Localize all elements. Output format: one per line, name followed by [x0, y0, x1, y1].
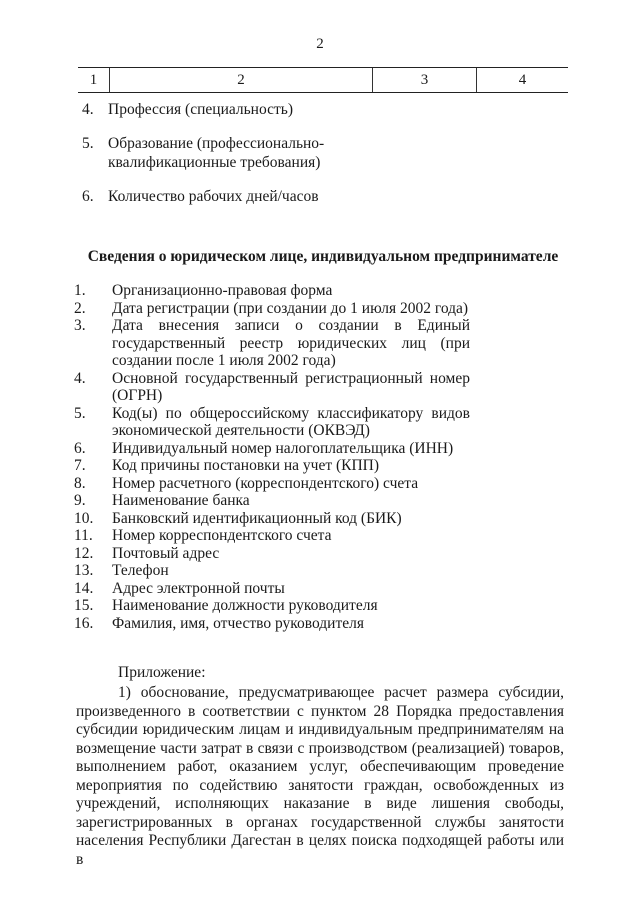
legal-item — [74, 527, 470, 545]
profession-list — [82, 100, 562, 221]
item-text: Основной государственный регистрационный номер (ОГРН) — [112, 369, 470, 404]
item-number: 10. — [74, 509, 94, 527]
item-text: Код причины постановки на учет (КПП) — [112, 457, 380, 474]
header-cell-2: 2 — [110, 68, 373, 93]
legal-item — [74, 562, 470, 580]
item-number: 6. — [82, 188, 94, 205]
item-text: Организационно-правовая форма — [112, 282, 333, 299]
item-text: Номер расчетного (корреспондентского) счета — [112, 474, 419, 492]
item-number: 3. — [74, 317, 86, 334]
item-text: Банковский идентификационный код (БИК) — [112, 509, 402, 527]
item-text: Дата регистрации (при создании до 1 июля 2002 года) — [112, 299, 469, 317]
item-text: Фамилия, имя, отчество руководителя — [112, 614, 364, 632]
item-number: 14. — [74, 579, 94, 597]
profession-item — [82, 100, 562, 119]
item-text: Количество рабочих дней/часов — [108, 188, 319, 205]
appendix-paragraph: 1) обоснование, предусматривающее расчет размера субсидии, произведенного в соответствии с пунктом 28 Порядка предоставления субсидии юридическим лицам и индивидуальным предпринимателям на возмещение части затрат в связи с производством (реализацией) товаров, выполнением работ, оказанием услуг, обеспечивающим проведение мероприятия по содействию занятости граждан, освобожденных из учреждений, исполняющих наказание в виде лишения свободы, зарегистрированных в органах государственной службы занятости населения Республики Дагестан в целях поиска подходящей работы или в — [76, 684, 564, 868]
item-number: 2. — [74, 299, 86, 317]
header-table-row — [78, 68, 568, 93]
legal-item — [74, 597, 470, 615]
item-number: 13. — [74, 562, 94, 579]
item-number: 6. — [74, 439, 86, 457]
page-number: 2 — [316, 36, 324, 52]
legal-item — [74, 405, 470, 440]
legal-item — [74, 440, 470, 458]
legal-item — [74, 282, 470, 300]
item-text: Профессия (специальность) — [108, 101, 294, 118]
profession-item — [82, 134, 562, 172]
header-cell-1: 1 — [78, 68, 110, 93]
item-number: 8. — [74, 474, 86, 492]
legal-item — [74, 317, 470, 370]
legal-item — [74, 615, 470, 633]
item-number: 16. — [74, 614, 94, 632]
legal-item — [74, 475, 470, 493]
item-number: 15. — [74, 597, 94, 614]
header-cell-4: 4 — [477, 68, 569, 93]
item-number: 4. — [82, 101, 94, 118]
item-text: Код(ы) по общероссийскому классификатору видов экономической деятельности (ОКВЭД) — [112, 404, 470, 439]
legal-item — [74, 580, 470, 598]
legal-item — [74, 510, 470, 528]
item-number: 12. — [74, 544, 94, 562]
legal-entity-list — [74, 282, 470, 632]
item-text: Образование (профессионально-квалификационные требования) — [108, 135, 325, 171]
item-number: 1. — [74, 282, 86, 299]
item-number: 4. — [74, 369, 86, 387]
item-text: Индивидуальный номер налогоплательщика (ИНН) — [112, 439, 454, 457]
appendix-title: Приложение: — [118, 664, 206, 681]
legal-item — [74, 492, 470, 510]
section-title: Сведения о юридическом лице, индивидуальном предпринимателе — [87, 248, 559, 265]
header-table — [78, 67, 568, 93]
legal-item — [74, 370, 470, 405]
header-cell-3: 3 — [373, 68, 477, 93]
item-number: 5. — [74, 404, 86, 422]
legal-item — [74, 545, 470, 563]
item-text: Адрес электронной почты — [112, 579, 285, 597]
item-number: 11. — [74, 527, 93, 544]
legal-item — [74, 457, 470, 475]
profession-item — [82, 187, 562, 206]
item-number: 9. — [74, 492, 86, 509]
item-text: Телефон — [112, 562, 169, 579]
item-text: Дата внесения записи о создании в Единый государственный реестр юридических лиц (при создании после 1 июля 2002 года) — [112, 317, 470, 369]
item-text: Наименование банка — [112, 492, 250, 509]
item-number: 7. — [74, 457, 86, 474]
item-text: Наименование должности руководителя — [112, 597, 378, 614]
item-text: Почтовый адрес — [112, 544, 220, 562]
item-number: 5. — [82, 135, 94, 152]
item-text: Номер корреспондентского счета — [112, 527, 332, 544]
legal-item — [74, 300, 470, 318]
